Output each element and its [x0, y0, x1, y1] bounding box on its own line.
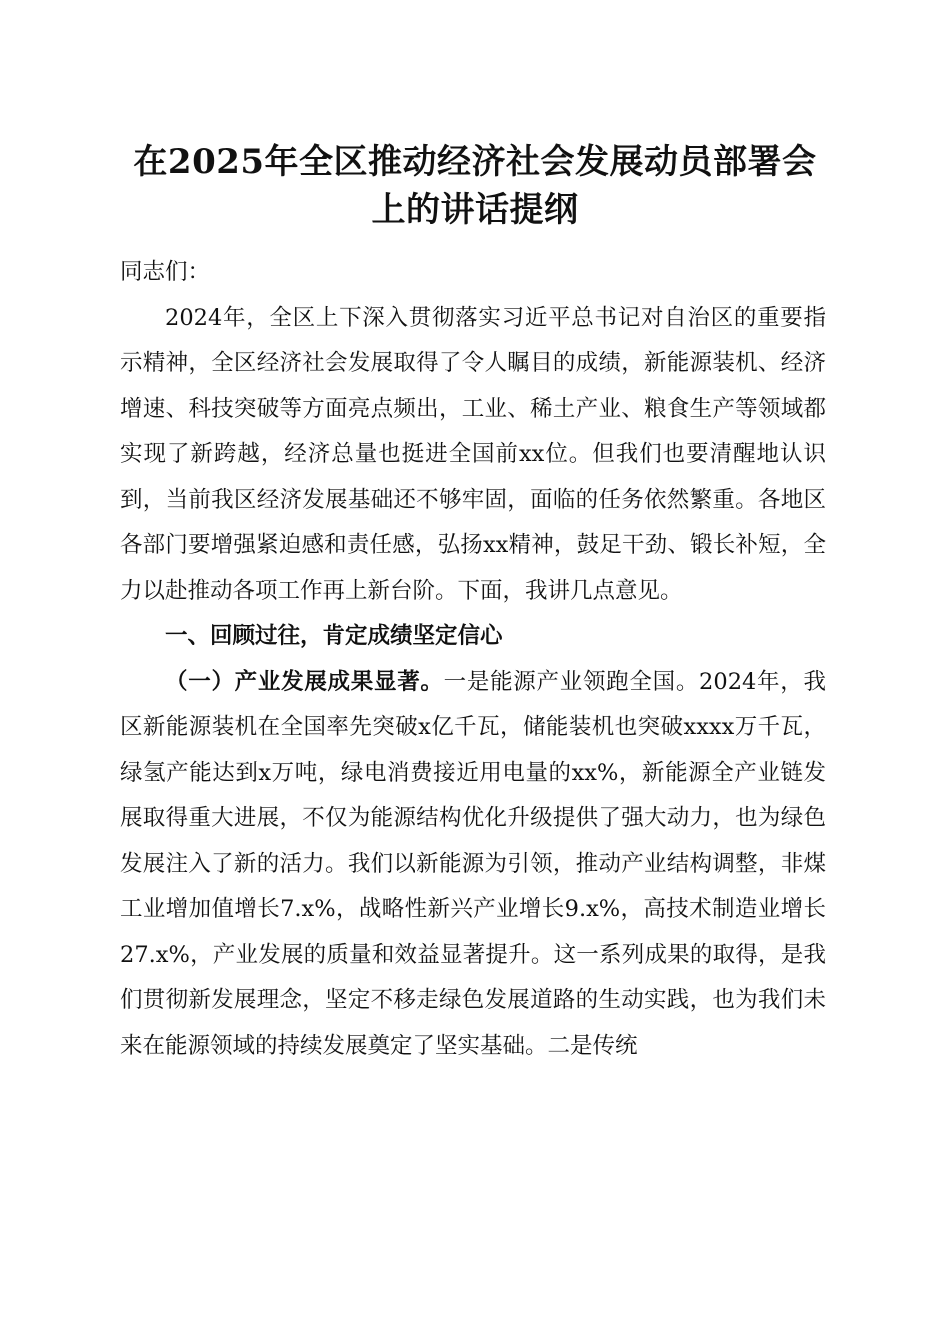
subsection-label: （一）产业发展成果显著。	[165, 668, 444, 695]
subsection-paragraph	[120, 660, 826, 1070]
subsection-text: 一是能源产业领跑全国。2024年，我区新能源装机在全国率先突破x亿千瓦，储能装机也突破xxxx万千瓦，绿氢产能达到x万吨，绿电消费接近用电量的xx%，新能源全产业链发展取得重大进展，不仅为能源结构优化升级提供了强大动力，也为绿色发展注入了新的活力。我们以新能源为引领，推动产业结构调整，非煤工业增加值增长7.x%，战略性新兴产业增长9.x%，高技术制造业增长27.x%，产业发展的质量和效益显著提升。这一系列成果的取得，是我们贯彻新发展理念，坚定不移走绿色发展道路的生动实践，也为我们未来在能源领域的持续发展奠定了坚实基础。二是传统	[120, 668, 826, 1059]
title-line-1: 在2025年全区推动经济社会发展动员部署会	[133, 142, 817, 182]
document-body	[120, 250, 826, 1069]
section-heading: 一、回顾过往，肯定成绩坚定信心	[165, 623, 503, 649]
greeting: 同志们：	[120, 259, 211, 285]
intro-paragraph: 2024年，全区上下深入贯彻落实习近平总书记对自治区的重要指示精神，全区经济社会发展取得了令人瞩目的成绩，新能源装机、经济增速、科技突破等方面亮点频出，工业、稀土产业、粮食生产等领域都实现了新跨越，经济总量也挺进全国前xx位。但我们也要清醒地认识到，当前我区经济发展基础还不够牢固，面临的任务依然繁重。各地区各部门要增强紧迫感和责任感，弘扬xx精神，鼓足干劲、锻长补短，全力以赴推动各项工作再上新台阶。下面，我讲几点意见。	[120, 304, 826, 604]
document-title	[110, 138, 840, 234]
title-line-2: 上的讲话提纲	[371, 190, 579, 230]
